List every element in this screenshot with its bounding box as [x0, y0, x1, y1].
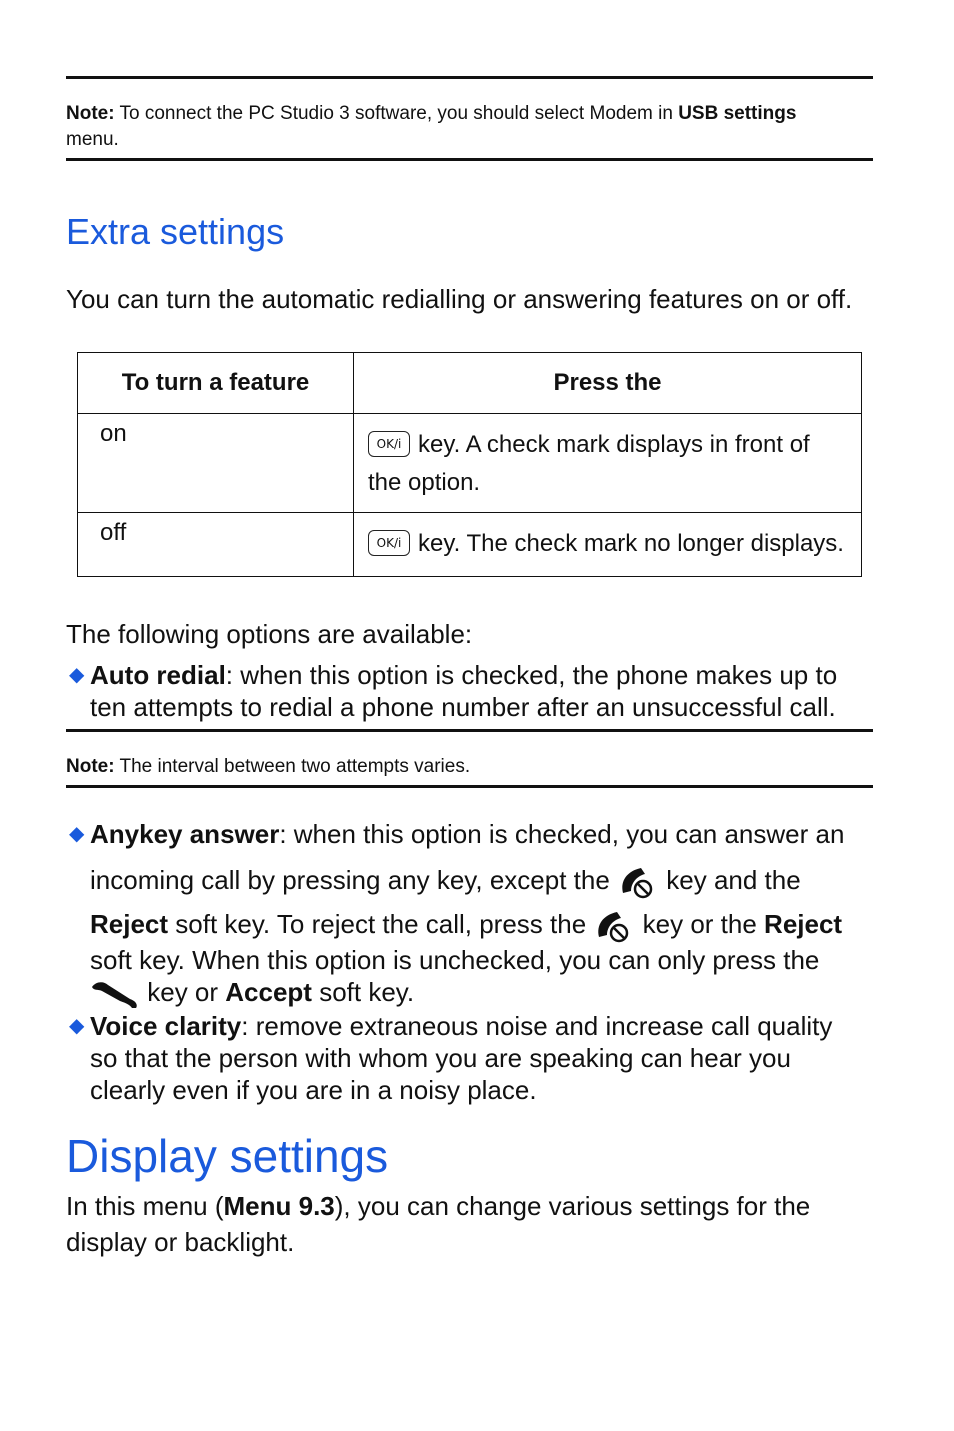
- bullet-auto-redial: ◆ Auto redial: when this option is checked, the phone makes up to ten attempts to redial a phone number after an unsuccessful call.: [69, 660, 838, 722]
- note2-bottom-rule: [66, 785, 873, 788]
- table-row: [78, 513, 862, 577]
- table-row: [78, 414, 862, 513]
- bullet-voice-clarity: ◆ Voice clarity: remove extraneous noise and increase call quality so that the person with whom you are speaking can hear you clearly even if you are in a noisy place.: [69, 1011, 833, 1105]
- col-header-feature: To turn a feature: [78, 353, 354, 414]
- feature-on: on: [78, 414, 354, 513]
- diamond-bullet-icon: ◆: [69, 664, 85, 686]
- options-intro: The following options are available:: [66, 619, 473, 649]
- col-header-press: Press the: [354, 353, 862, 414]
- display-settings-heading: Display settings: [66, 1130, 389, 1182]
- press-off: OK/i key. The check mark no longer displays.: [354, 513, 862, 577]
- end-key-icon: [593, 907, 635, 945]
- note-usb: Note: To connect the PC Studio 3 software, you should select Modem in USB settings menu.: [66, 103, 797, 150]
- note-interval: Note: The interval between two attempts varies.: [66, 756, 471, 777]
- table-header-row: [78, 353, 862, 414]
- diamond-bullet-icon: ◆: [69, 823, 85, 845]
- press-on: OK/i key. A check mark displays in front of the option.: [354, 414, 862, 513]
- ok-key-icon: OK/i: [368, 431, 410, 457]
- feature-table: [77, 352, 862, 577]
- ok-key-icon: OK/i: [368, 530, 410, 556]
- note2-top-rule: [66, 729, 873, 732]
- top-rule: [66, 76, 873, 79]
- send-key-icon: [90, 979, 140, 1009]
- note-bottom-rule: [66, 158, 873, 161]
- feature-off: off: [78, 513, 354, 577]
- display-intro: In this menu (Menu 9.3), you can change various settings for the display or backlight.: [66, 1191, 811, 1257]
- extra-intro: You can turn the automatic redialling or answering features on or off.: [66, 284, 853, 314]
- extra-settings-heading: Extra settings: [66, 211, 285, 252]
- end-key-icon: [617, 863, 659, 901]
- bullet-anykey-answer: ◆ Anykey answer: when this option is checked, you can answer an incoming call by pressing any key, except the key and the Reject soft key. To reject the call, press the key or the Reject soft key. When this option is unchecked, you can only press the key or Accept soft key.: [66, 818, 866, 1009]
- diamond-bullet-icon: ◆: [69, 1015, 85, 1037]
